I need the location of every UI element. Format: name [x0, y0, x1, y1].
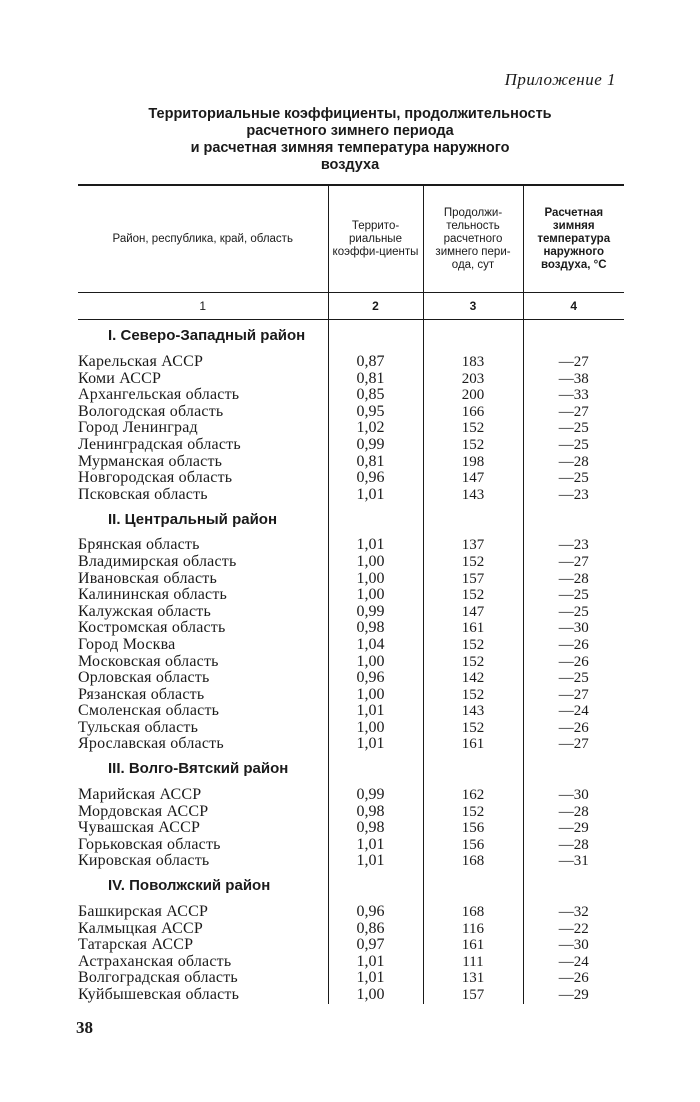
temp-cell: —27 — [523, 554, 624, 571]
coef-cell: 1,00 — [328, 571, 423, 588]
table-row — [78, 371, 624, 388]
region-cell: Орловская область — [78, 670, 210, 687]
coef-cell: 0,85 — [328, 387, 423, 404]
coef-cell: 1,01 — [328, 970, 423, 987]
days-cell: 143 — [423, 487, 523, 504]
section-title: III. Волго-Вятский район — [108, 760, 289, 778]
days-cell: 143 — [423, 703, 523, 720]
temp-cell: —26 — [523, 970, 624, 987]
section-title: IV. Поволжский район — [108, 877, 271, 895]
days-cell: 152 — [423, 420, 523, 437]
table-row — [78, 954, 624, 971]
table-row — [78, 354, 624, 371]
temp-cell: —28 — [523, 804, 624, 821]
table-row — [78, 537, 624, 554]
region-cell: Рязанская область — [78, 686, 205, 703]
temp-cell: —33 — [523, 387, 624, 404]
table-row — [78, 554, 624, 571]
empty-cell — [328, 320, 423, 349]
empty-cell — [523, 503, 624, 531]
days-cell: 200 — [423, 387, 523, 404]
days-cell: 152 — [423, 637, 523, 654]
header-temp: Расчетная зимняя температура наружного воздуха, °С — [523, 185, 624, 293]
section-title: I. Северо-Западный район — [108, 327, 306, 345]
coef-cell: 1,00 — [328, 554, 423, 571]
table-row — [78, 571, 624, 588]
temp-cell: —24 — [523, 954, 624, 971]
days-cell: 157 — [423, 571, 523, 588]
days-cell: 152 — [423, 437, 523, 454]
coef-cell: 1,00 — [328, 720, 423, 737]
days-cell: 152 — [423, 720, 523, 737]
coef-cell: 0,97 — [328, 937, 423, 954]
days-cell: 147 — [423, 470, 523, 487]
temp-cell: —30 — [523, 937, 624, 954]
table-title — [110, 106, 590, 174]
coef-cell: 0,98 — [328, 620, 423, 637]
region-cell: Ярославская область — [78, 736, 224, 753]
region-cell: Тульская область — [78, 719, 199, 736]
empty-cell — [523, 753, 624, 781]
temp-cell: —22 — [523, 921, 624, 938]
days-cell: 161 — [423, 736, 523, 753]
coef-cell: 0,96 — [328, 904, 423, 921]
region-cell: Башкирская АССР — [78, 904, 209, 921]
days-cell: 162 — [423, 787, 523, 804]
table-row — [78, 987, 624, 1004]
column-number-row — [78, 293, 624, 320]
region-cell: Коми АССР — [78, 370, 162, 387]
table-row — [78, 470, 624, 487]
coef-cell: 0,98 — [328, 804, 423, 821]
coef-cell: 1,01 — [328, 736, 423, 753]
days-cell: 111 — [423, 954, 523, 971]
region-cell: Новгородская область — [78, 470, 233, 487]
temp-cell: —30 — [523, 620, 624, 637]
coef-cell: 0,95 — [328, 404, 423, 421]
days-cell: 152 — [423, 554, 523, 571]
days-cell: 137 — [423, 537, 523, 554]
region-cell: Московская область — [78, 653, 219, 670]
table-row — [78, 654, 624, 671]
temp-cell: —28 — [523, 837, 624, 854]
table-body — [78, 320, 624, 1004]
coef-cell: 1,04 — [328, 637, 423, 654]
title-line: и расчетная зимняя температура наружного — [190, 140, 510, 156]
region-cell: Калмыцкая АССР — [78, 920, 203, 937]
table-row — [78, 670, 624, 687]
temp-cell: —23 — [523, 487, 624, 504]
table-row — [78, 454, 624, 471]
region-cell: Волгоградская область — [78, 970, 238, 987]
empty-cell — [523, 870, 624, 898]
temp-cell: —30 — [523, 787, 624, 804]
empty-cell — [423, 503, 523, 531]
region-cell: Карельская АССР — [78, 354, 204, 370]
temp-cell: —23 — [523, 537, 624, 554]
coef-cell: 1,01 — [328, 853, 423, 870]
days-cell: 152 — [423, 804, 523, 821]
days-cell: 152 — [423, 687, 523, 704]
temp-cell: —24 — [523, 703, 624, 720]
region-cell: Калининская область — [78, 587, 228, 604]
temp-cell: —29 — [523, 987, 624, 1004]
table-row — [78, 853, 624, 870]
region-cell: Горьковская область — [78, 836, 221, 853]
region-cell: Мордовская АССР — [78, 803, 209, 820]
table-row — [78, 703, 624, 720]
temp-cell: —31 — [523, 853, 624, 870]
table-row — [78, 720, 624, 737]
region-cell: Город Москва — [78, 636, 176, 653]
column-number: 3 — [423, 293, 523, 320]
column-number: 2 — [328, 293, 423, 320]
table-row — [78, 921, 624, 938]
temp-cell: —28 — [523, 454, 624, 471]
days-cell: 161 — [423, 620, 523, 637]
days-cell: 166 — [423, 404, 523, 421]
region-cell: Ивановская область — [78, 570, 217, 587]
table-row — [78, 437, 624, 454]
temp-cell: —26 — [523, 654, 624, 671]
table-row — [78, 787, 624, 804]
coef-cell: 1,01 — [328, 703, 423, 720]
table-row — [78, 804, 624, 821]
region-cell: Куйбышевская область — [78, 987, 240, 1003]
temp-cell: —27 — [523, 687, 624, 704]
empty-cell — [328, 503, 423, 531]
table-row — [78, 587, 624, 604]
title-line: воздуха — [320, 157, 380, 173]
table-row — [78, 404, 624, 421]
temp-cell: —28 — [523, 571, 624, 588]
temp-cell: —29 — [523, 820, 624, 837]
temp-cell: —25 — [523, 604, 624, 621]
days-cell: 203 — [423, 371, 523, 388]
region-cell: Марийская АССР — [78, 787, 202, 804]
region-cell: Смоленская область — [78, 703, 220, 720]
region-cell: Вологодская область — [78, 403, 224, 420]
days-cell: 168 — [423, 853, 523, 870]
coef-cell: 1,00 — [328, 987, 423, 1004]
days-cell: 183 — [423, 354, 523, 371]
coef-cell: 1,02 — [328, 420, 423, 437]
table-row — [78, 620, 624, 637]
region-cell: Владимирская область — [78, 553, 237, 570]
coef-cell: 0,99 — [328, 437, 423, 454]
coef-cell: 1,01 — [328, 487, 423, 504]
appendix-label: Приложение 1 — [504, 70, 616, 89]
table-row — [78, 687, 624, 704]
coef-cell: 1,01 — [328, 537, 423, 554]
region-cell: Татарская АССР — [78, 937, 194, 954]
coef-cell: 1,00 — [328, 654, 423, 671]
temp-cell: —27 — [523, 404, 624, 421]
coef-cell: 1,00 — [328, 687, 423, 704]
empty-cell — [423, 753, 523, 781]
region-cell: Костромская область — [78, 620, 226, 637]
header-region: Район, республика, край, область — [78, 185, 328, 293]
coef-cell: 1,00 — [328, 587, 423, 604]
temp-cell: —25 — [523, 420, 624, 437]
table-row — [78, 420, 624, 437]
table-row — [78, 937, 624, 954]
coef-cell: 0,86 — [328, 921, 423, 938]
coef-cell: 0,98 — [328, 820, 423, 837]
region-cell: Мурманская область — [78, 453, 223, 470]
temp-cell: —25 — [523, 670, 624, 687]
coef-cell: 0,81 — [328, 454, 423, 471]
column-number: 4 — [523, 293, 624, 320]
days-cell: 156 — [423, 837, 523, 854]
empty-cell — [423, 320, 523, 349]
table-row — [78, 387, 624, 404]
region-cell: Калужская область — [78, 603, 211, 620]
temp-cell: —32 — [523, 904, 624, 921]
section-title: II. Центральный район — [108, 510, 278, 528]
days-cell: 116 — [423, 921, 523, 938]
table-row — [78, 904, 624, 921]
temp-cell: —26 — [523, 720, 624, 737]
section-row — [78, 320, 624, 349]
days-cell: 131 — [423, 970, 523, 987]
table-row — [78, 820, 624, 837]
title-line: расчетного зимнего периода — [246, 123, 454, 139]
temp-cell: —25 — [523, 437, 624, 454]
region-cell: Чувашская АССР — [78, 820, 201, 837]
empty-cell — [523, 320, 624, 349]
days-cell: 147 — [423, 604, 523, 621]
temp-cell: —27 — [523, 354, 624, 371]
empty-cell — [423, 870, 523, 898]
title-line: Территориальные коэффициенты, продолжительность — [148, 106, 552, 122]
table-row — [78, 487, 624, 504]
coef-cell: 0,96 — [328, 470, 423, 487]
section-row — [78, 870, 624, 898]
table-row — [78, 837, 624, 854]
coef-cell: 0,99 — [328, 787, 423, 804]
region-cell: Астраханская область — [78, 953, 232, 970]
days-cell: 156 — [423, 820, 523, 837]
table-row — [78, 736, 624, 753]
column-number: 1 — [78, 293, 328, 320]
days-cell: 168 — [423, 904, 523, 921]
region-cell: Псковская область — [78, 486, 208, 503]
coef-cell: 1,01 — [328, 954, 423, 971]
empty-cell — [328, 870, 423, 898]
coef-cell: 0,81 — [328, 371, 423, 388]
temp-cell: —25 — [523, 470, 624, 487]
table-row — [78, 637, 624, 654]
page-number: 38 — [76, 1018, 93, 1037]
region-cell: Город Ленинград — [78, 420, 198, 437]
temp-cell: —38 — [523, 371, 624, 388]
table-row — [78, 604, 624, 621]
days-cell: 152 — [423, 654, 523, 671]
section-row — [78, 753, 624, 781]
coef-cell: 0,99 — [328, 604, 423, 621]
coefficients-table — [78, 184, 624, 1004]
section-row — [78, 503, 624, 531]
days-cell: 161 — [423, 937, 523, 954]
temp-cell: —26 — [523, 637, 624, 654]
header-row — [78, 185, 624, 293]
empty-cell — [328, 753, 423, 781]
header-days: Продолжи-тельность расчетного зимнего пери-ода, сут — [423, 185, 523, 293]
coef-cell: 0,96 — [328, 670, 423, 687]
temp-cell: —27 — [523, 736, 624, 753]
header-coef: Террито-риальные коэффи-циенты — [328, 185, 423, 293]
region-cell: Брянская область — [78, 537, 200, 554]
coef-cell: 1,01 — [328, 837, 423, 854]
days-cell: 198 — [423, 454, 523, 471]
days-cell: 157 — [423, 987, 523, 1004]
region-cell: Ленинградская область — [78, 436, 241, 453]
region-cell: Кировская область — [78, 853, 210, 870]
days-cell: 142 — [423, 670, 523, 687]
coef-cell: 0,87 — [328, 354, 423, 371]
region-cell: Архангельская область — [78, 387, 240, 404]
table-row — [78, 970, 624, 987]
days-cell: 152 — [423, 587, 523, 604]
temp-cell: —25 — [523, 587, 624, 604]
